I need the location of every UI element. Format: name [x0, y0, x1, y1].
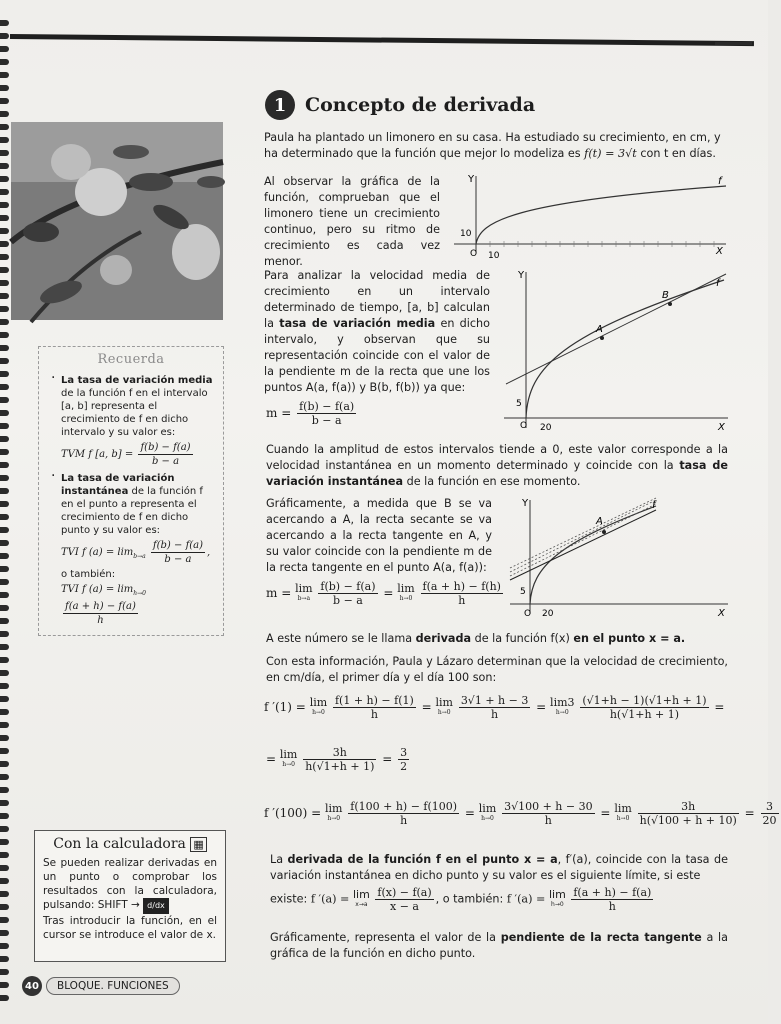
- definition-lim-1: [352, 887, 370, 910]
- definition-denominator-1: x − a: [390, 900, 419, 913]
- spiral-ring: [0, 46, 9, 52]
- slope-label: m =: [266, 406, 292, 420]
- spiral-ring: [0, 709, 9, 715]
- spiral-ring: [0, 592, 9, 598]
- f100-denominator-2: h: [544, 814, 552, 827]
- spiral-ring: [0, 631, 9, 637]
- spiral-ring: [0, 891, 9, 897]
- spiral-ring: [0, 553, 9, 559]
- paragraph-7: [270, 852, 728, 884]
- spiral-ring: [0, 59, 9, 65]
- graph-secant: [500, 268, 732, 436]
- calculator-box: [34, 830, 226, 962]
- tangent-equals: =: [383, 586, 394, 600]
- f1-lim-2-sub: h→0: [437, 708, 451, 716]
- definition-numerator-1: f(x) − f(a): [377, 886, 432, 899]
- paragraph-5: [266, 631, 728, 647]
- page-footer: [22, 976, 180, 996]
- definition-numerator-2: f(a + h) − f(a): [573, 886, 652, 899]
- f1-denominator-4: h(√1+h + 1): [305, 760, 375, 773]
- tangent-m-label: m =: [266, 586, 292, 600]
- f1-lim-3-sub: h→0: [555, 708, 569, 716]
- graph2-y-label: Y: [518, 270, 525, 281]
- f100-lim-3: [614, 801, 632, 824]
- f100-denominator-1: h: [400, 814, 408, 827]
- recuerda-item-tvm: [39, 374, 223, 468]
- graph3-y-label: Y: [522, 498, 529, 509]
- tvi-h-denominator: h: [97, 615, 104, 626]
- graph3-y-five: 5: [520, 587, 526, 597]
- graph-growth: [450, 172, 730, 264]
- f100-lim-1-word: lim: [324, 801, 343, 815]
- recuerda-box: [38, 346, 224, 636]
- spiral-ring: [0, 540, 9, 546]
- formula-f-prime-100: [264, 800, 781, 827]
- f100-lim-2: [478, 801, 497, 824]
- paragraph-1: Al observar la gráfica de la función, comprueban que el limonero tiene un crecimiento continuo, pero su ritmo de crecimiento es cada vez menor.: [264, 175, 440, 268]
- spiral-ring: [0, 501, 9, 507]
- definition-denominator-2: h: [608, 900, 616, 913]
- spiral-ring: [0, 670, 9, 676]
- spiral-ring: [0, 384, 9, 390]
- spiral-ring: [0, 241, 9, 247]
- spiral-ring: [0, 202, 9, 208]
- graph1-y-label: Y: [468, 174, 475, 185]
- tvm-denominator: b − a: [151, 456, 180, 467]
- tvi-label: TVI f (a) = lim: [61, 547, 134, 558]
- intro-line-1: Paula ha plantado un limonero en su casa. Ha estudiado su crecimiento, en cm, y: [264, 131, 721, 144]
- tangent-lim-2-sub: h→0: [399, 594, 413, 602]
- spiral-ring: [0, 423, 9, 429]
- spiral-ring: [0, 306, 9, 312]
- graph2-origin: O: [520, 421, 528, 431]
- tangent-numerator-1: f(b) − f(a): [320, 580, 376, 593]
- f1-label: f ′(1) =: [264, 700, 306, 714]
- spiral-ring: [0, 475, 9, 481]
- graph2-f-label: f: [716, 278, 720, 289]
- graph3-point-a: A: [596, 516, 603, 527]
- lemon-tree-photo: [11, 122, 223, 320]
- spiral-ring: [0, 800, 9, 806]
- definition-lim-2: [548, 887, 566, 910]
- f100-result-denominator: 20: [762, 814, 777, 827]
- spiral-ring: [0, 319, 9, 325]
- f1-lim-1-word: lim: [309, 695, 328, 709]
- f100-label: f ′(100) =: [264, 806, 322, 820]
- tvi-numerator: f(b) − f(a): [152, 540, 204, 551]
- spiral-ring: [0, 371, 9, 377]
- recuerda-item-tvi: [39, 472, 223, 627]
- spiral-ring: [0, 85, 9, 91]
- recuerda-text-tvm: de la función f en el intervalo [a, b] representa el crecimiento de f en dicho intervalo y su valor es:: [61, 388, 208, 438]
- f100-lim-2-sub: h→0: [481, 814, 494, 822]
- spiral-ring: [0, 332, 9, 338]
- formula-derivative-definition: [270, 886, 655, 913]
- spiral-ring: [0, 111, 9, 117]
- calculator-title: [35, 837, 225, 852]
- f1-denominator-2: h: [491, 708, 499, 721]
- definition-lim-1-sub: x→a: [355, 900, 368, 908]
- spiral-ring: [0, 280, 9, 286]
- tangent-lim-1: [295, 581, 313, 604]
- spiral-ring: [0, 566, 9, 572]
- term-en-el-punto: en el punto x = a.: [573, 632, 686, 645]
- paragraph-8-end: a la gráfica de la función en dicho punto.: [270, 931, 728, 960]
- definition-lim-2-sub: h→0: [551, 900, 564, 908]
- graph3-f-label: f: [652, 500, 656, 511]
- spiral-ring: [0, 943, 9, 949]
- spiral-ring: [0, 696, 9, 702]
- graph3-x-label: X: [718, 608, 725, 619]
- calculator-title-text: Con la calculadora: [53, 836, 186, 852]
- section-heading: [265, 90, 535, 120]
- spiral-ring: [0, 904, 9, 910]
- spiral-ring: [0, 774, 9, 780]
- f1-denominator-3: h(√1+h + 1): [609, 708, 680, 721]
- graph1-y-ten: 10: [460, 229, 472, 239]
- paragraph-7-end: , f′(a), coincide con la tasa de variación instantánea en dicho punto y su valor es el siguiente límite, si este: [270, 853, 728, 882]
- f1-lim-3: [550, 695, 575, 718]
- top-rule-right: [715, 42, 752, 45]
- f1-lim-3-word: lim3: [550, 695, 575, 709]
- paragraph-4: Gráficamente, a medida que B se va acercando a A, la recta secante se va acercando a la recta tangente en A, y su valor coincide con la pendiente m de la recta tangente en el punto A(a, f(a)):: [266, 497, 492, 574]
- formula-f-prime-1-result: [266, 746, 411, 773]
- f100-numerator-1: f(100 + h) − f(100): [350, 800, 458, 813]
- intro-line-2: ha determinado que la función que mejor lo modeliza es: [264, 147, 585, 160]
- formula-slope: [266, 400, 358, 427]
- tangent-lim-1-sub: b→a: [297, 594, 311, 602]
- f100-equals-2: =: [600, 806, 611, 820]
- paragraph-8-start: Gráficamente, representa el valor de la: [270, 931, 501, 944]
- page-number: 40: [22, 976, 42, 996]
- term-tasa-instantanea: tasa de variación instantánea: [266, 459, 728, 488]
- spiral-ring: [0, 748, 9, 754]
- spiral-ring: [0, 176, 9, 182]
- f1-numerator-3: (√1+h − 1)(√1+h + 1): [582, 694, 707, 707]
- recuerda-term-tvm: La tasa de variación media: [61, 375, 213, 386]
- spiral-ring: [0, 20, 9, 26]
- spiral-ring: [0, 228, 9, 234]
- f100-equals-3: =: [744, 806, 755, 820]
- recuerda-title: Recuerda: [97, 352, 165, 367]
- spiral-ring: [0, 917, 9, 923]
- spiral-ring: [0, 787, 9, 793]
- spiral-ring: [0, 995, 9, 1001]
- paragraph-2-start: Para analizar la velocidad media de crecimiento en un intervalo determinado de tiempo, [a, b] calculan la: [264, 269, 490, 330]
- f1-numerator-1: f(1 + h) − f(1): [334, 694, 414, 707]
- f100-numerator-2: 3√100 + h − 30: [504, 800, 593, 813]
- derivative-key: d/dx: [143, 898, 169, 914]
- f1-result-numerator: 3: [400, 746, 408, 759]
- tvi-denominator: b − a: [164, 554, 192, 565]
- paragraph-3: [266, 442, 728, 490]
- f100-denominator-3: h(√100 + h + 10): [639, 814, 737, 827]
- calculator-instructions: Se pueden realizar derivadas en un punto o comprobar los resultados con la calculadora, pulsando: SHIFT →: [43, 857, 217, 911]
- graph-tangent: [506, 496, 732, 620]
- graph2-y-five: 5: [516, 399, 522, 409]
- slope-numerator: f(b) − f(a): [299, 400, 355, 413]
- calculator-text-1: [43, 856, 217, 914]
- recuerda-text-tvi: de la función f en el punto a representa el crecimiento de f en dicho punto y su valor es:: [61, 486, 203, 536]
- spiral-ring: [0, 462, 9, 468]
- f1-equals-1: =: [421, 700, 432, 714]
- definition-lim-1-word: lim: [352, 887, 370, 901]
- f100-lim-1-sub: h→0: [327, 814, 341, 822]
- spiral-ring: [0, 982, 9, 988]
- term-tasa-media: tasa de variación media: [279, 317, 436, 330]
- spiral-ring: [0, 826, 9, 832]
- recuerda-or: o también:: [61, 569, 116, 580]
- spiral-ring: [0, 969, 9, 975]
- graph2-x-twenty: 20: [540, 423, 552, 433]
- paragraph-2-end: en dicho intervalo, y observan que su representación coincide con el valor de la pendiente m de la recta que une los puntos A(a, f(a)) y B(b, f(b)) ya que:: [264, 317, 490, 394]
- paragraph-3-start: Cuando la amplitud de estos intervalos tiende a 0, este valor corresponde a la velocidad instantánea en un momento determinado y coincide con la: [266, 443, 728, 472]
- spiral-ring: [0, 189, 9, 195]
- spiral-ring: [0, 761, 9, 767]
- f1-result-equals: =: [266, 752, 277, 766]
- spiral-ring: [0, 397, 9, 403]
- formula-tangent-slope: [266, 580, 505, 607]
- spiral-ring: [0, 839, 9, 845]
- f1-lim-2-word: lim: [435, 695, 453, 709]
- term-derivada-punto: derivada de la función f en el punto x = a: [287, 853, 558, 866]
- spiral-ring: [0, 527, 9, 533]
- intro-line-2-end: con t en días.: [636, 147, 716, 160]
- f1-numerator-2: 3√1 + h − 3: [460, 694, 529, 707]
- f1-lim-4-sub: h→0: [282, 760, 295, 768]
- spiral-ring: [0, 488, 9, 494]
- graph3-x-twenty: 20: [542, 609, 554, 619]
- slope-denominator: b − a: [311, 414, 342, 427]
- tvm-numerator: f(b) − f(a): [140, 442, 191, 453]
- derivative-label-1: f ′(a) =: [310, 892, 350, 906]
- spiral-ring: [0, 345, 9, 351]
- paragraph-8: [270, 930, 728, 962]
- spiral-ring: [0, 930, 9, 936]
- derivative-label-2: f ′(a) =: [506, 892, 546, 906]
- spiral-ring: [0, 735, 9, 741]
- exists-label: existe:: [270, 892, 311, 906]
- spiral-ring: [0, 878, 9, 884]
- spiral-ring: [0, 657, 9, 663]
- spiral-ring: [0, 605, 9, 611]
- paragraph-7-start: La: [270, 853, 288, 866]
- page-title: Concepto de derivada: [305, 94, 536, 116]
- f1-lim-1-sub: h→0: [312, 708, 325, 716]
- tvi-limit-sub-2: h→0: [133, 590, 146, 597]
- f1-lim-1: [309, 695, 328, 718]
- spiral-ring: [0, 865, 9, 871]
- graph2-point-a: A: [596, 324, 603, 335]
- f100-equals-1: =: [464, 806, 475, 820]
- f1-equals-3: =: [714, 700, 725, 714]
- tangent-lim-2-word: lim: [397, 581, 415, 595]
- graph1-x-ten: 10: [488, 251, 500, 261]
- spiral-ring: [0, 98, 9, 104]
- spiral-binding: [0, 20, 10, 1020]
- tvi-formula-h: [61, 583, 217, 627]
- paragraph-5-start: A este número se le llama: [266, 632, 416, 645]
- spiral-ring: [0, 358, 9, 364]
- f100-lim-3-word: lim: [614, 801, 632, 815]
- tvm-label: TVM f [a, b] =: [61, 449, 134, 460]
- tvi-formula: TVI f $(a) = \lim_{b\to a}$ $\frac{f(b) - f(a)}{b - a}$ ,: [61, 540, 211, 565]
- recuerda-term-tvi: La tasa de variación instantánea: [61, 473, 175, 497]
- calculator-text-2: Tras introducir la función, en el cursor se introduce el valor de x.: [43, 915, 217, 941]
- graph2-point-b: B: [662, 290, 669, 301]
- f1-equals-2: =: [536, 700, 547, 714]
- f1-result-denominator: 2: [400, 760, 408, 773]
- spiral-ring: [0, 644, 9, 650]
- graph1-origin: O: [470, 249, 478, 259]
- term-derivada: derivada: [415, 632, 472, 645]
- spiral-ring: [0, 267, 9, 273]
- tangent-lim-2: [397, 581, 415, 604]
- spiral-ring: [0, 683, 9, 689]
- spiral-ring: [0, 514, 9, 520]
- spiral-ring: [0, 813, 9, 819]
- paragraph-5-mid: de la función f(x): [471, 632, 574, 645]
- tvi-h-numerator: f(a + h) − f(a): [65, 601, 136, 612]
- f1-lim-4: [279, 747, 298, 770]
- section-label: BLOQUE. FUNCIONES: [46, 977, 180, 995]
- top-rule: [10, 34, 754, 46]
- f100-result-numerator: 3: [761, 800, 779, 814]
- spiral-ring: [0, 124, 9, 130]
- f100-lim-1: [324, 801, 343, 824]
- graph3-origin: O: [524, 609, 532, 619]
- f100-numerator-3: 3h: [638, 800, 739, 814]
- f100-lim-2-word: lim: [478, 801, 497, 815]
- intro-function: f(t) = 3√t: [584, 147, 637, 160]
- spiral-ring: [0, 150, 9, 156]
- paragraph-3-end: de la función en ese momento.: [403, 475, 581, 488]
- or-also-label: , o también:: [435, 892, 507, 906]
- f100-lim-3-sub: h→0: [616, 814, 630, 822]
- term-pendiente-tangente: pendiente de la recta tangente: [500, 931, 702, 944]
- spiral-ring: [0, 254, 9, 260]
- tvi-label-2: TVI f (a) = lim: [61, 584, 134, 595]
- calculator-icon: ▦: [190, 837, 206, 852]
- spiral-ring: [0, 618, 9, 624]
- tvm-formula: [61, 441, 217, 468]
- tangent-lim-1-word: lim: [295, 581, 313, 595]
- paragraph-2: [264, 268, 490, 396]
- spiral-ring: [0, 137, 9, 143]
- spiral-ring: [0, 72, 9, 78]
- definition-lim-2-word: lim: [548, 887, 566, 901]
- spiral-ring: [0, 163, 9, 169]
- f1-numerator-4: 3h: [303, 746, 376, 760]
- spiral-ring: [0, 852, 9, 858]
- spiral-ring: [0, 215, 9, 221]
- f1-lim-4-word: lim: [279, 747, 298, 761]
- graph1-f-label: f: [718, 176, 722, 187]
- formula-f-prime-1: [264, 694, 724, 721]
- intro-paragraph: [264, 130, 730, 162]
- tangent-denominator-2: h: [458, 594, 466, 607]
- spiral-ring: [0, 722, 9, 728]
- tangent-denominator-1: b − a: [333, 594, 363, 607]
- f1-denominator-1: h: [370, 708, 378, 721]
- spiral-ring: [0, 293, 9, 299]
- spiral-ring: [0, 410, 9, 416]
- spiral-ring: [0, 956, 9, 962]
- f1-equals-4: =: [382, 752, 393, 766]
- tangent-numerator-2: f(a + h) − f(h): [422, 580, 501, 593]
- section-number: 1: [265, 90, 295, 120]
- spiral-ring: [0, 449, 9, 455]
- graph2-x-label: X: [718, 422, 725, 433]
- f1-lim-2: [435, 695, 453, 718]
- spiral-ring: [0, 33, 9, 39]
- tvi-limit-sub: b→a: [133, 553, 146, 560]
- paragraph-6: Con esta información, Paula y Lázaro determinan que la velocidad de crecimiento, en cm/día, el primer día y el día 100 son:: [266, 655, 728, 684]
- graph1-x-label: X: [716, 246, 723, 257]
- spiral-ring: [0, 579, 9, 585]
- spiral-ring: [0, 436, 9, 442]
